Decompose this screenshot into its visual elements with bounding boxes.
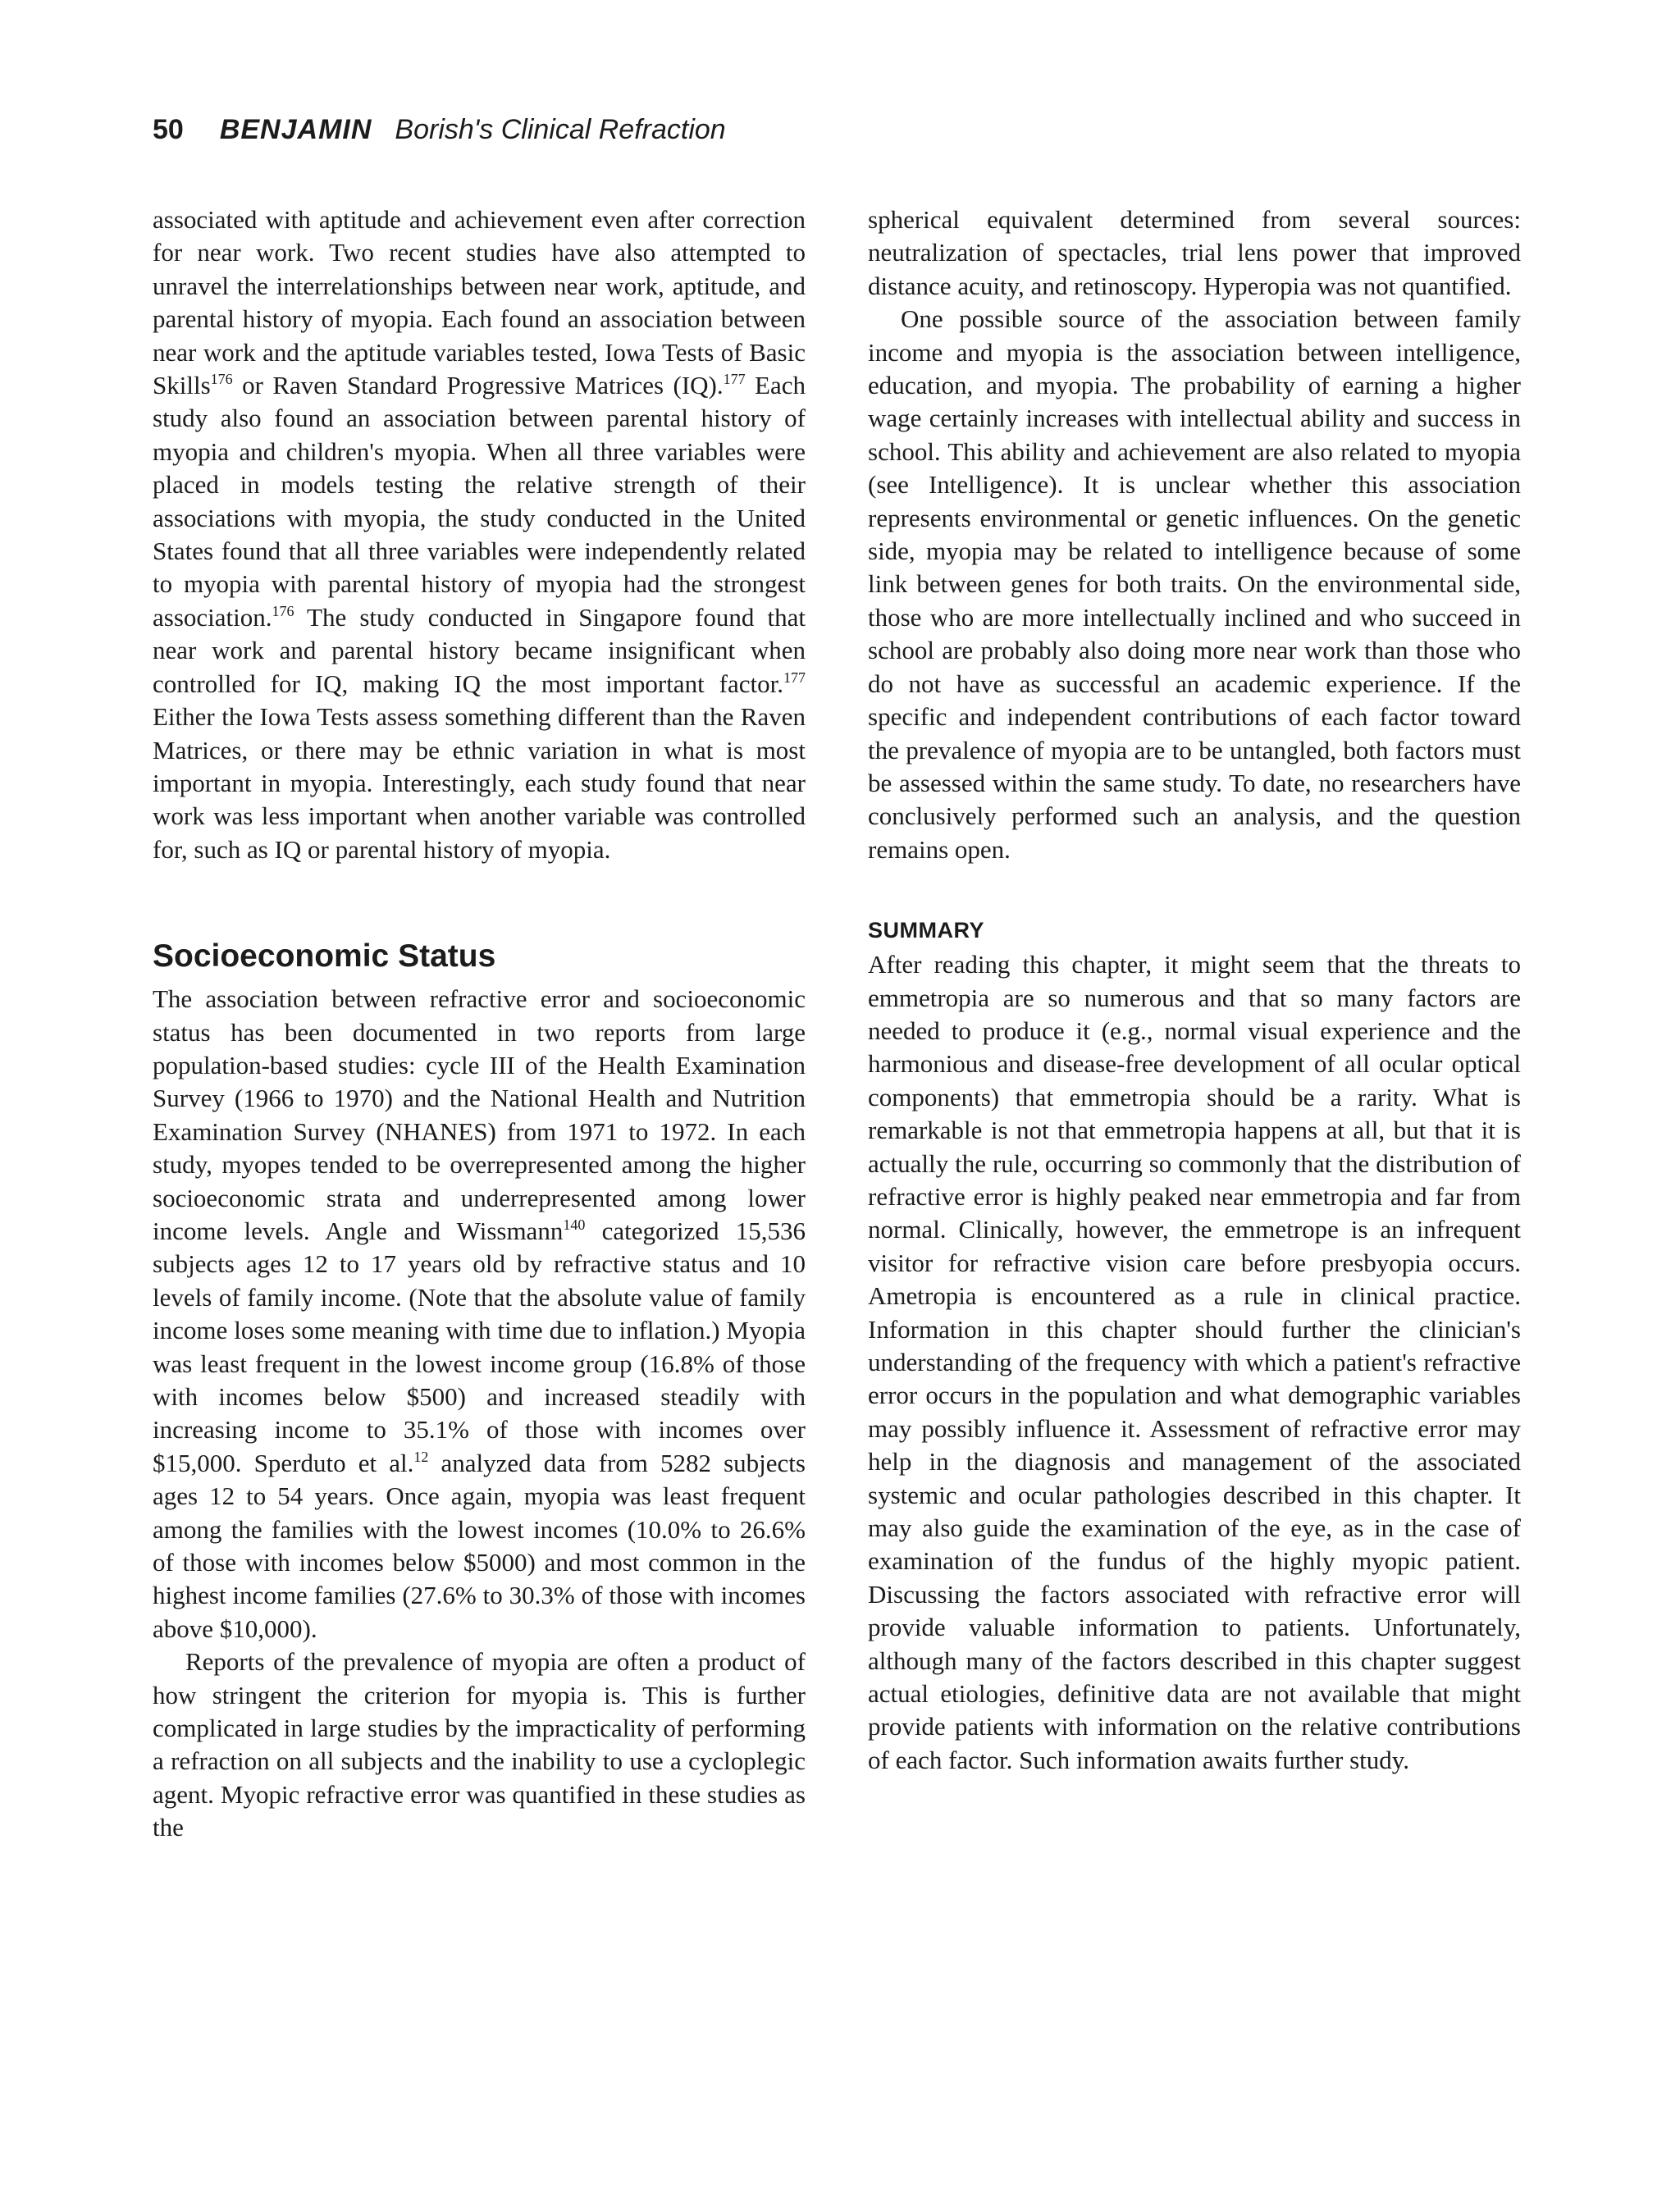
paragraph-aptitude-near-work xyxy=(153,203,806,866)
section-summary xyxy=(868,915,1521,1777)
running-header-book-title: Borish's Clinical Refraction xyxy=(395,114,726,145)
text-run: or Raven Standard Progressive Matrices (IQ). xyxy=(232,371,724,400)
paragraph-prevalence-criterion: Reports of the prevalence of myopia are often a product of how stringent the criterion for myopia is. This is further complicated in large studies by the impracticality of performing a refraction on all subjects and the inability to use a cycloplegic agent. Myopic refractive error was quantified in these studies as the xyxy=(153,1647,806,1842)
text-run: Each study also found an association between parental history of myopia and children's myopia. When all three variables were placed in models testing the relative strength of their associations with myopia, the study conducted in the United States found that all three variables were independently related to myopia with parental history of myopia had the strongest association. xyxy=(153,371,806,632)
citation-ref: 177 xyxy=(783,669,806,686)
paragraph-socioeconomic-studies xyxy=(153,983,806,1646)
section-socioeconomic-status xyxy=(153,937,806,1845)
text-run: categorized 15,536 subjects ages 12 to 17 years old by refractive status and 10 levels of family income. (Note that the absolute value of family income loses some meaning with time due to inflation.) Myopia was least frequent in the lowest income group (16.8% of those with incomes below $500) and increased steadily with increasing income to 35.1% of those with incomes over $15,000. Sperduto et al. xyxy=(153,1216,806,1477)
paragraph-summary: After reading this chapter, it might seem that the threats to emmetropia are so numerous and that so many factors are needed to produce it (e.g., normal visual experience and the harmonious and disease-free development of all ocular optical components) that emmetropia should be a rarity. What is remarkable is not that emmetropia happens at all, but that it is actually the rule, occurring so commonly that the distribution of refractive error is highly peaked near emmetropia and far from normal. Clinically, however, the emmetrope is an infrequent visitor for refractive vision care before presbyopia occurs. Ametropia is encountered as a rule in clinical practice. Information in this chapter should further the clinician's understanding of the frequency with which a patient's refractive error occurs in the population and what demographic variables may possibly influence it. Assessment of refractive error may help in the diagnosis and management of the associated systemic and ocular pathologies described in this chapter. It may also guide the examination of the eye, as in the case of examination of the fundus of the highly myopic patient. Discussing the factors associated with refractive error will provide valuable information to patients. Unfortunately, although many of the factors described in this chapter suggest actual etiologies, definitive data are not available that might provide patients with information on the relative contributions of each factor. Such information awaits further study. xyxy=(868,950,1521,1774)
page-number: 50 xyxy=(153,114,184,145)
text-run: The study conducted in Singapore found that near work and parental history became insignificant when controlled for IQ, making IQ the most important factor. xyxy=(153,602,806,698)
section-heading: Socioeconomic Status xyxy=(153,938,496,975)
paragraph-income-intelligence: One possible source of the association between family income and myopia is the association between intelligence, education, and myopia. The probability of earning a higher wage certainly increases with intellectual ability and success in school. This ability and achievement are also related to myopia (see Intelligence). It is unclear whether this association represents environmental or genetic influences. On the genetic side, myopia may be related to intelligence because of some link between genes for both traits. On the environmental side, those who are more intellectually inclined and who succeed in school are probably also doing more near work than those who do not have as successful an academic experience. If the specific and independent contributions of each factor toward the prevalence of myopia are to be untangled, both factors must be assessed within the same study. To date, no researchers have conclusively performed such an analysis, and the question remains open. xyxy=(868,304,1521,864)
text-run: The association between refractive error and socioeconomic status has been documented in two reports from large population-based studies: cycle III of the Health Examination Survey (1966 to 1970) and the National Health and Nutrition Examination Survey (NHANES) from 1971 to 1972. In each study, myopes tended to be overrepresented among the higher socioeconomic strata and underrepresented among lower income levels. Angle and Wissmann xyxy=(153,984,806,1245)
text-run: associated with aptitude and achievement even after correction for near work. Two recent studies have also attempted to unravel the interrelationships between near work, aptitude, and parental history of myopia. Each found an association between near work and the aptitude variables tested, Iowa Tests of Basic Skills xyxy=(153,205,806,400)
paragraph-spherical-equivalent: spherical equivalent determined from several sources: neutralization of spectacles, trial lens power that improved distance acuity, and retinoscopy. Hyperopia was not quantified. xyxy=(868,205,1521,300)
text-run: analyzed data from 5282 subjects ages 12 to 54 years. Once again, myopia was least frequent among the families with the lowest incomes (10.0% to 26.6% of those with incomes below $5000) and most common in the highest income families (27.6% to 30.3% of those with incomes above $10,000). xyxy=(153,1448,806,1643)
running-header xyxy=(153,113,726,146)
running-header-author: BENJAMIN xyxy=(219,114,372,145)
citation-ref: 177 xyxy=(723,371,746,388)
left-column xyxy=(153,203,806,1845)
citation-ref: 140 xyxy=(563,1216,586,1233)
summary-heading: SUMMARY xyxy=(868,918,984,943)
text-run: Either the Iowa Tests assess something different than the Raven Matrices, or there may be ethnic variation in what is most important in myopia. Interestingly, each study found that near work was less important when another variable was controlled for, such as IQ or parental history of myopia. xyxy=(153,702,806,864)
citation-ref: 176 xyxy=(272,602,294,619)
right-column xyxy=(868,203,1521,1777)
citation-ref: 176 xyxy=(210,371,233,388)
citation-ref: 12 xyxy=(413,1448,429,1465)
